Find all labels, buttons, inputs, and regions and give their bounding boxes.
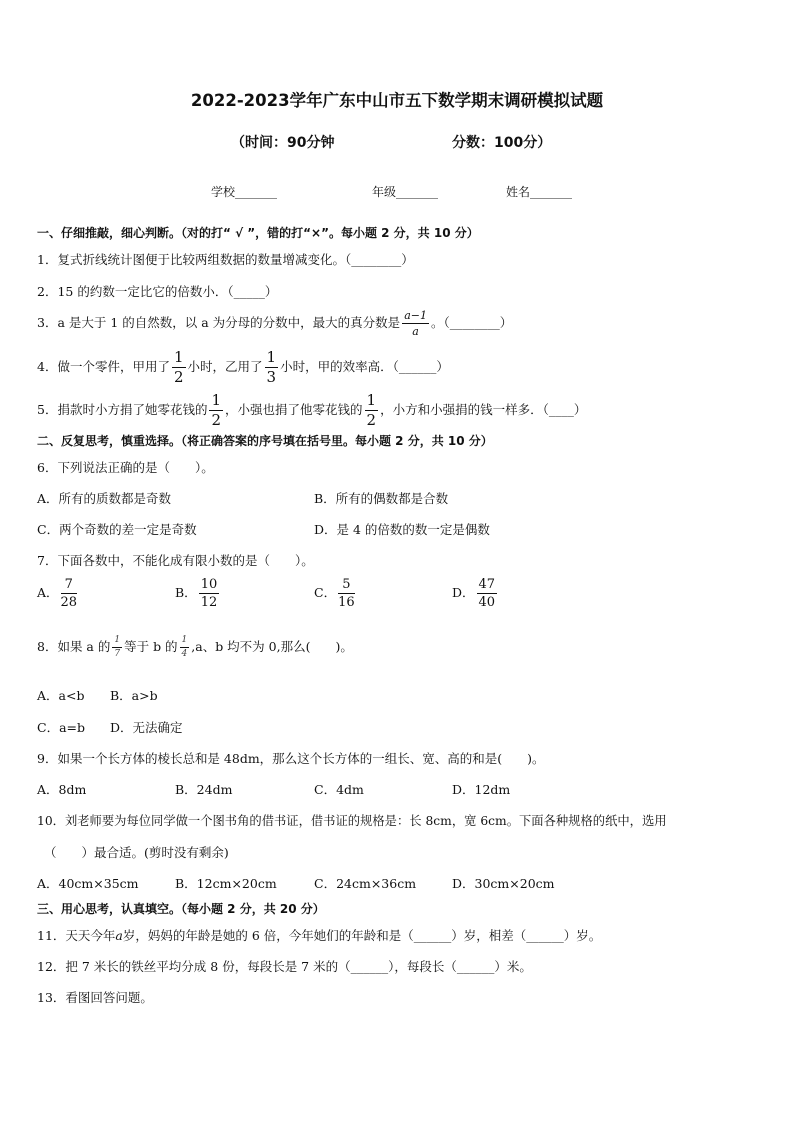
q3-fraction: $\frac{a-1}{a}$ xyxy=(404,309,427,338)
q10-option-a[interactable]: A．40cm×35cm xyxy=(37,876,139,891)
question-5: 5．捐款时小方捐了她零花钱的 $\frac{1}{2}$ ，小强也捐了他零花钱的 $\frac{1}{2}$ ，小方和小强捐的钱一样多．（____） xyxy=(37,391,587,429)
question-8: 8．如果 a 的 $\frac{1}{7}$ 等于 b 的 $\frac{1}{4}$ ,a、b 均不为 0,那么( )。 xyxy=(37,635,353,659)
name-field[interactable]: 姓名_______ xyxy=(506,185,573,199)
exam-time: （时间：90分钟 xyxy=(231,135,335,151)
q4-fraction-1: $\frac{1}{2}$ xyxy=(173,348,184,386)
q10-option-b[interactable]: B．12cm×20cm xyxy=(175,876,277,891)
q8-fraction-1: $\frac{1}{7}$ xyxy=(114,635,121,659)
q8-fraction-2: $\frac{1}{4}$ xyxy=(181,635,188,659)
q6-option-a[interactable]: A．所有的质数都是奇数 xyxy=(37,491,172,506)
q6-option-d[interactable]: D．是 4 的倍数的数一定是偶数 xyxy=(314,522,490,537)
q11-variable: a xyxy=(115,928,123,943)
question-3 xyxy=(37,310,512,337)
q3-text: 3．a 是大于 1 的自然数，以 a 为分母的分数中，最大的真分数是 xyxy=(37,315,401,330)
q7-option-d[interactable]: D． $\frac{47}{40}$ xyxy=(452,577,496,610)
question-9: 9．如果一个长方体的棱长总和是 48dm，那么这个长方体的一组长、宽、高的和是( )。 xyxy=(37,751,545,766)
question-13: 13．看图回答问题。 xyxy=(37,990,153,1005)
question-10-line-1: 10．刘老师要为每位同学做一个图书角的借书证，借书证的规格是：长 8cm，宽 6cm。下面各种规格的纸中，选用 xyxy=(37,814,667,828)
question-10-line-2: （ ）最合适。(剪时没有剩余) xyxy=(44,845,229,860)
q9-option-d[interactable]: D．12dm xyxy=(452,782,511,797)
q3-answer: 。（________） xyxy=(430,315,513,330)
q9-option-a[interactable]: A．8dm xyxy=(37,782,87,797)
q8-option-d[interactable]: D．无法确定 xyxy=(110,720,183,735)
exam-title: 2022-2023学年广东中山市五下数学期末调研模拟试题 xyxy=(190,91,604,110)
q6-option-c[interactable]: C．两个奇数的差一定是奇数 xyxy=(37,522,197,537)
q9-option-c[interactable]: C．4dm xyxy=(314,782,364,797)
section-2-heading: 二、反复思考，慎重选择。（将正确答案的序号填在括号里。每小题 2 分，共 10 分） xyxy=(37,434,493,448)
question-1: 1．复式折线统计图便于比较两组数据的数量增减变化。（________） xyxy=(37,252,414,267)
question-2: 2．15 的约数一定比它的倍数小．（_____） xyxy=(37,284,278,299)
q8-option-a[interactable]: A．a<b xyxy=(37,688,85,703)
q7-option-a[interactable]: A． $\frac{7}{28}$ xyxy=(37,577,78,610)
q10-option-c[interactable]: C．24cm×36cm xyxy=(314,876,417,891)
section-3-heading: 三、用心思考，认真填空。（每小题 2 分，共 20 分） xyxy=(37,902,325,916)
question-12: 12．把 7 米长的铁丝平均分成 8 份，每段长是 7 米的（______），每段长（______）米。 xyxy=(37,959,532,974)
q10-option-d[interactable]: D．30cm×20cm xyxy=(452,876,555,891)
exam-score: 分数：100分） xyxy=(452,135,552,151)
q7-option-c[interactable]: C． $\frac{5}{16}$ xyxy=(314,577,355,610)
q4-fraction-2: $\frac{1}{3}$ xyxy=(266,348,277,386)
school-field[interactable]: 学校_______ xyxy=(211,185,278,199)
grade-field[interactable]: 年级_______ xyxy=(372,185,439,199)
q5-fraction-2: $\frac{1}{2}$ xyxy=(366,391,377,429)
question-11: 11．天天今年a岁，妈妈的年龄是她的 6 倍，今年她们的年龄和是（______）岁，相差（______）岁。 xyxy=(37,928,602,943)
q6-option-b[interactable]: B．所有的偶数都是合数 xyxy=(314,491,449,506)
q7-option-b[interactable]: B． $\frac{10}{12}$ xyxy=(175,577,218,610)
question-7: 7．下面各数中，不能化成有限小数的是（ ）。 xyxy=(37,553,314,568)
q8-option-c[interactable]: C．a=b xyxy=(37,720,85,735)
question-4: 4．做一个零件，甲用了 $\frac{1}{2}$ 小时，乙用了 $\frac{1}{3}$ 小时，甲的效率高．（______） xyxy=(37,348,449,386)
question-6: 6．下列说法正确的是（ ）。 xyxy=(37,460,214,475)
section-1-heading: 一、仔细推敲，细心判断。（对的打“ √ ”，错的打“×”。每小题 2 分，共 10 分） xyxy=(37,226,479,240)
q5-fraction-1: $\frac{1}{2}$ xyxy=(211,391,222,429)
q9-option-b[interactable]: B．24dm xyxy=(175,782,233,797)
q8-option-b[interactable]: B．a>b xyxy=(110,688,158,703)
